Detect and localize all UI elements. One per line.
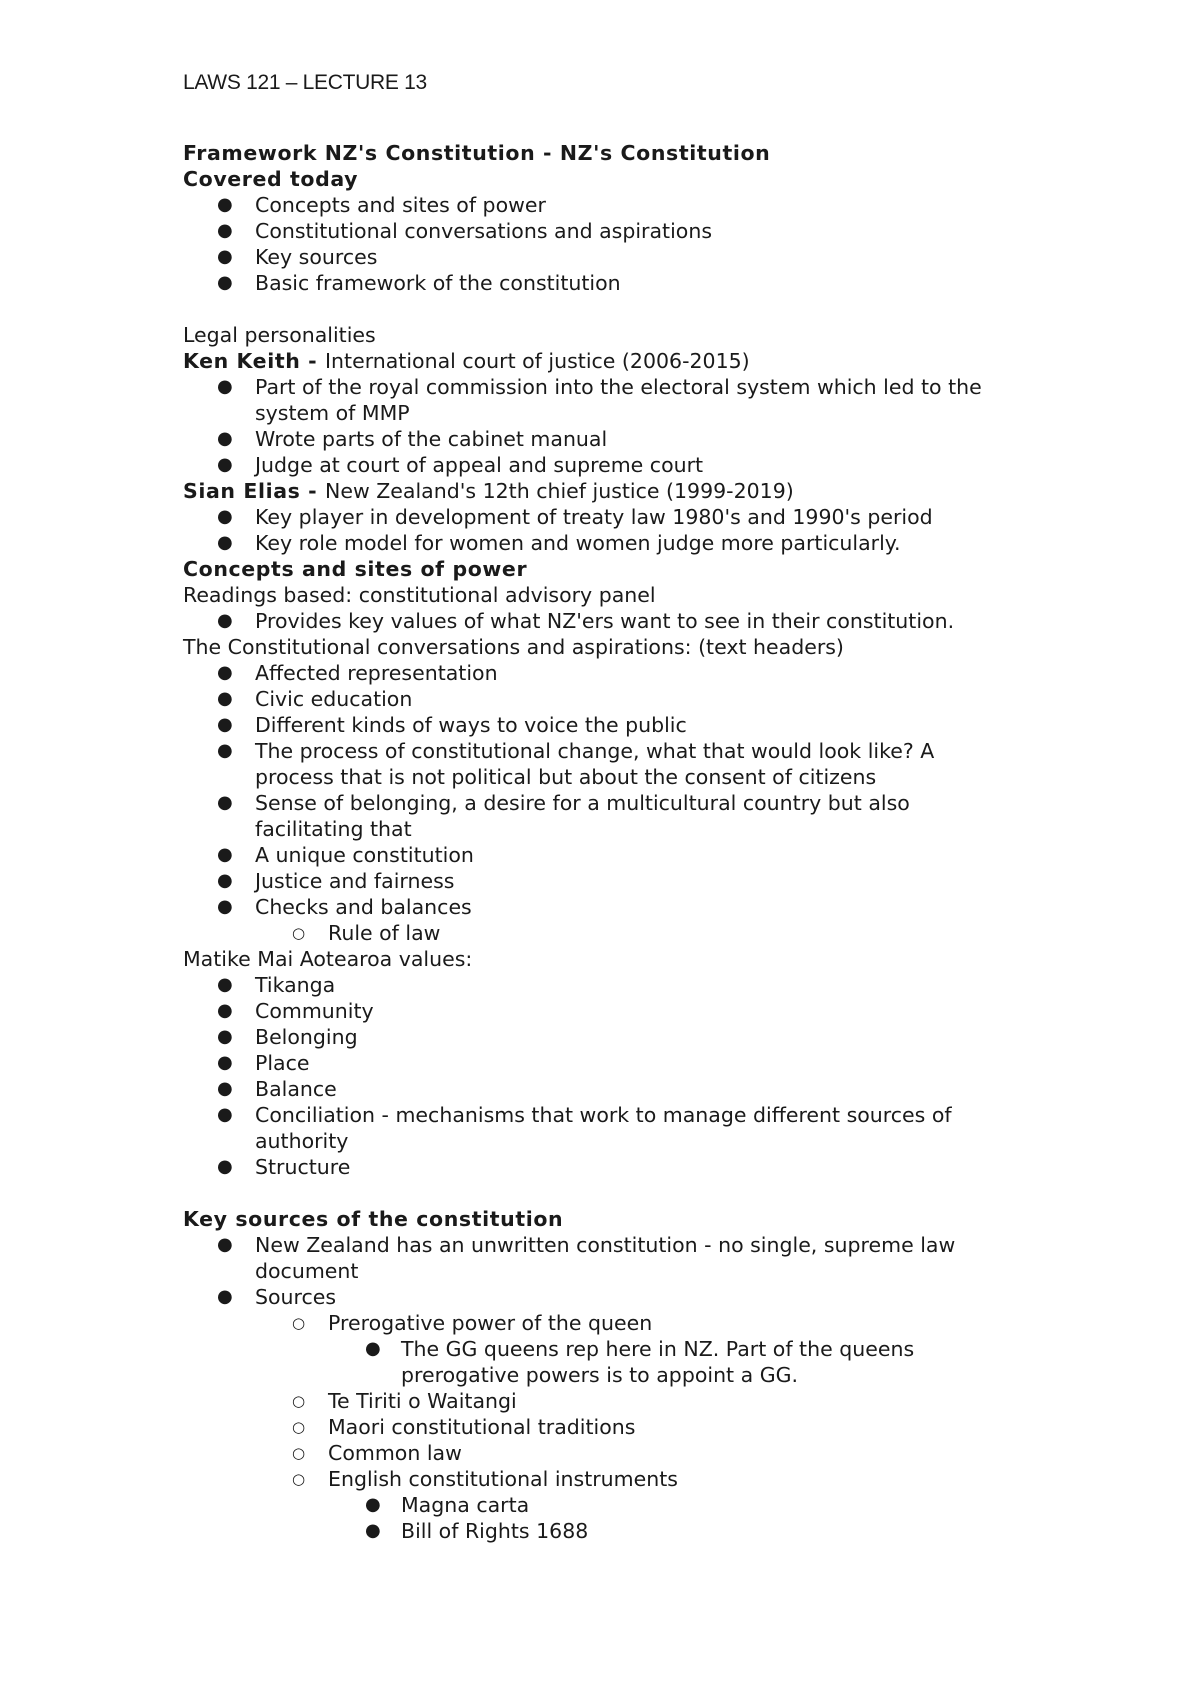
list-item: ● Belonging <box>217 1025 358 1049</box>
concepts-heading: Concepts and sites of power <box>183 557 528 581</box>
ken-keith-name: Ken Keith - <box>183 349 325 373</box>
readings-list <box>183 608 1083 634</box>
personalities-heading: Legal personalities <box>183 323 376 347</box>
list-item: ● Key sources <box>217 245 378 269</box>
sub-sub-list-item: ● Bill of Rights 1688 <box>365 1519 589 1543</box>
circle-bullet-icon: ○ <box>292 1418 306 1436</box>
sub-sub-list-item: ● The GG queens rep here in NZ. Part of the queens prerogative powers is to appoint a GG. <box>365 1337 915 1387</box>
list-item: ● Different kinds of ways to voice the public <box>217 713 687 737</box>
circle-bullet-icon: ○ <box>292 1470 306 1488</box>
sian-elias-role: New Zealand's 12th chief justice (1999-2019) <box>325 479 794 503</box>
document-page <box>183 70 1083 1544</box>
circle-bullet-icon: ○ <box>292 1392 306 1410</box>
list-item: ● Constitutional conversations and aspirations <box>217 219 712 243</box>
sources-list <box>183 1232 1083 1544</box>
list-item: ● Place <box>217 1051 310 1075</box>
list-item: ● A unique constitution <box>217 843 474 867</box>
list-item: ● Tikanga <box>217 973 336 997</box>
list-item: ● New Zealand has an unwritten constitution - no single, supreme law document <box>217 1233 956 1283</box>
list-item: ● Basic framework of the constitution <box>217 271 621 295</box>
sources-heading: Key sources of the constitution <box>183 1207 564 1231</box>
list-item: ● Sources <box>217 1285 337 1309</box>
bullet-icon: ● <box>217 272 233 293</box>
bullet-icon: ● <box>217 714 233 735</box>
circle-bullet-icon: ○ <box>292 924 306 942</box>
list-item: ● Wrote parts of the cabinet manual <box>217 427 608 451</box>
bullet-icon: ● <box>217 454 233 475</box>
bullet-icon: ● <box>217 428 233 449</box>
sian-elias-list <box>183 504 1083 556</box>
ken-keith-list <box>183 374 1083 478</box>
bullet-icon: ● <box>217 1156 233 1177</box>
list-item: ● Provides key values of what NZ'ers want to see in their constitution. <box>217 609 955 633</box>
bullet-icon: ● <box>217 220 233 241</box>
bullet-icon: ● <box>217 740 233 761</box>
bullet-icon: ● <box>217 896 233 917</box>
bullet-icon: ● <box>217 870 233 891</box>
list-item: ● Civic education <box>217 687 413 711</box>
list-item: ● Affected representation <box>217 661 498 685</box>
sian-elias-line <box>183 478 1083 504</box>
bullet-icon: ● <box>217 246 233 267</box>
list-item: ● Concepts and sites of power <box>217 193 546 217</box>
ken-keith-line <box>183 348 1083 374</box>
bullet-icon: ● <box>365 1494 381 1515</box>
list-item: ● Key player in development of treaty law 1980's and 1990's period <box>217 505 933 529</box>
list-item: ● Checks and balances <box>217 895 472 919</box>
conversations-list <box>183 660 1083 946</box>
bullet-icon: ● <box>217 1286 233 1307</box>
bullet-icon: ● <box>217 1104 233 1125</box>
sub-list-item: ○ Prerogative power of the queen <box>292 1311 653 1335</box>
bullet-icon: ● <box>217 194 233 215</box>
bullet-icon: ● <box>365 1520 381 1541</box>
list-item: ● Conciliation - mechanisms that work to manage different sources of authority <box>217 1103 952 1153</box>
list-item: ● Key role model for women and women judge more particularly. <box>217 531 901 555</box>
conversations-line: The Constitutional conversations and aspirations: (text headers) <box>183 635 844 659</box>
sub-list-item: ○ Te Tiriti o Waitangi <box>292 1389 517 1413</box>
bullet-icon: ● <box>217 1052 233 1073</box>
bullet-icon: ● <box>217 688 233 709</box>
sub-list-item: ○ Common law <box>292 1441 462 1465</box>
covered-heading: Covered today <box>183 167 359 191</box>
bullet-icon: ● <box>217 974 233 995</box>
circle-bullet-icon: ○ <box>292 1314 306 1332</box>
sub-list-item: ○ English constitutional instruments <box>292 1467 678 1491</box>
document-title: LAWS 121 – LECTURE 13 <box>183 71 427 94</box>
readings-line: Readings based: constitutional advisory panel <box>183 583 656 607</box>
list-item: ● Judge at court of appeal and supreme court <box>217 453 704 477</box>
list-item: ● Community <box>217 999 374 1023</box>
circle-bullet-icon: ○ <box>292 1444 306 1462</box>
bullet-icon: ● <box>217 1078 233 1099</box>
bullet-icon: ● <box>217 532 233 553</box>
bullet-icon: ● <box>217 610 233 631</box>
bullet-icon: ● <box>217 844 233 865</box>
sub-sub-list-item: ● Magna carta <box>365 1493 530 1517</box>
ken-keith-role: International court of justice (2006-2015) <box>325 349 750 373</box>
bullet-icon: ● <box>217 376 233 397</box>
bullet-icon: ● <box>217 792 233 813</box>
bullet-icon: ● <box>217 662 233 683</box>
sub-list-item: ○ Rule of law <box>292 921 441 945</box>
list-item: ● Part of the royal commission into the electoral system which led to the system of MMP <box>217 375 982 425</box>
covered-list <box>183 192 1083 296</box>
list-item: ● Sense of belonging, a desire for a multicultural country but also facilitating that <box>217 791 910 841</box>
list-item: ● The process of constitutional change, what that would look like? A process that is not political but about the consent of citizens <box>217 739 935 789</box>
list-item: ● Justice and fairness <box>217 869 455 893</box>
bullet-icon: ● <box>217 1234 233 1255</box>
bullet-icon: ● <box>217 1026 233 1047</box>
section-heading: Framework NZ's Constitution - NZ's Constitution <box>183 141 771 165</box>
matike-line: Matike Mai Aotearoa values: <box>183 947 473 971</box>
matike-list <box>183 972 1083 1180</box>
sub-list-item: ○ Maori constitutional traditions <box>292 1415 636 1439</box>
bullet-icon: ● <box>365 1338 381 1359</box>
sian-elias-name: Sian Elias - <box>183 479 326 503</box>
list-item: ● Structure <box>217 1155 351 1179</box>
bullet-icon: ● <box>217 1000 233 1021</box>
bullet-icon: ● <box>217 506 233 527</box>
list-item: ● Balance <box>217 1077 337 1101</box>
